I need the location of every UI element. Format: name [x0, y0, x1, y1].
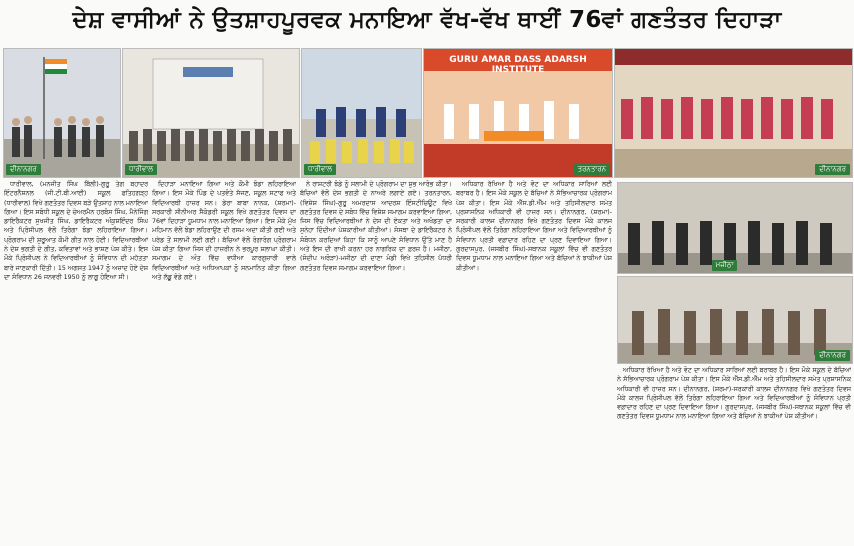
- column-text: ਅਧਿਕਾਰ ਰੱਖਿਆ ਹੈ ਅਤੇ ਵੋਟ ਦਾ ਅਧਿਕਾਰ ਸਾਰਿਆਂ ਲਈ ਬਰਾਬਰ ਹੈ। ਇਸ ਮੌਕੇ ਸਕੂਲ ਦੇ ਬੱਚਿਆਂ ਨੇ ਸੱਭਿਆਚਾਰਕ ਪ੍ਰੋਗਰਾਮ ਪੇਸ਼ ਕੀਤਾ। ਇਸ ਮੌਕੇ ਐੱਸ.ਡੀ.ਐੱਮ ਅਤੇ ਤਹਿਸੀਲਦਾਰ ਸਮੇਤ ਪ੍ਰਸ਼ਾਸਨਿਕ ਅਧਿਕਾਰੀ ਵੀ ਹਾਜ਼ਰ ਸਨ। ਦੀਨਾਨਗਰ, (ਸ਼ਰਮਾ)-ਸਰਕਾਰੀ ਕਾਲਜ ਦੀਨਾਨਗਰ ਵਿਖੇ ਗਣਤੰਤਰ ਦਿਵਸ ਮੌਕੇ ਕਾਲਜ ਪ੍ਰਿੰਸੀਪਲ ਵੱਲੋਂ ਤਿਰੰਗਾ ਲਹਿਰਾਇਆ ਗਿਆ ਅਤੇ ਵਿਦਿਆਰਥੀਆਂ ਨੂੰ ਸੰਵਿਧਾਨ ਪ੍ਰਤੀ ਵਫ਼ਾਦਾਰ ਰਹਿਣ ਦਾ ਪ੍ਰਣ ਦਿਵਾਇਆ ਗਿਆ। ਗੁਰਦਾਸਪੁਰ, (ਜਸਬੀਰ ਸਿੰਘ)-ਸਥਾਨਕ ਸਕੂਲਾਂ ਵਿੱਚ ਵੀ ਗਣਤੰਤਰ ਦਿਵਸ ਧੂਮਧਾਮ ਨਾਲ ਮਨਾਇਆ ਗਿਆ ਅਤੇ ਬੱਚਿਆਂ ਨੇ ਝਾਕੀਆਂ ਪੇਸ਼ ਕੀਤੀਆਂ।: [456, 181, 612, 272]
- column-text: ਅਧਿਕਾਰ ਰੱਖਿਆ ਹੈ ਅਤੇ ਵੋਟ ਦਾ ਅਧਿਕਾਰ ਸਾਰਿਆਂ ਲਈ ਬਰਾਬਰ ਹੈ। ਇਸ ਮੌਕੇ ਸਕੂਲ ਦੇ ਬੱਚਿਆਂ ਨੇ ਸੱਭਿਆਚਾਰਕ ਪ੍ਰੋਗਰਾਮ ਪੇਸ਼ ਕੀਤਾ। ਇਸ ਮੌਕੇ ਐੱਸ.ਡੀ.ਐੱਮ ਅਤੇ ਤਹਿਸੀਲਦਾਰ ਸਮੇਤ ਪ੍ਰਸ਼ਾਸਨਿਕ ਅਧਿਕਾਰੀ ਵੀ ਹਾਜ਼ਰ ਸਨ। ਦੀਨਾਨਗਰ, (ਸ਼ਰਮਾ)-ਸਰਕਾਰੀ ਕਾਲਜ ਦੀਨਾਨਗਰ ਵਿਖੇ ਗਣਤੰਤਰ ਦਿਵਸ ਮੌਕੇ ਕਾਲਜ ਪ੍ਰਿੰਸੀਪਲ ਵੱਲੋਂ ਤਿਰੰਗਾ ਲਹਿਰਾਇਆ ਗਿਆ ਅਤੇ ਵਿਦਿਆਰਥੀਆਂ ਨੂੰ ਸੰਵਿਧਾਨ ਪ੍ਰਤੀ ਵਫ਼ਾਦਾਰ ਰਹਿਣ ਦਾ ਪ੍ਰਣ ਦਿਵਾਇਆ ਗਿਆ। ਗੁਰਦਾਸਪੁਰ, (ਜਸਬੀਰ ਸਿੰਘ)-ਸਥਾਨਕ ਸਕੂਲਾਂ ਵਿੱਚ ਵੀ ਗਣਤੰਤਰ ਦਿਵਸ ਧੂਮਧਾਮ ਨਾਲ ਮਨਾਇਆ ਗਿਆ ਅਤੇ ਬੱਚਿਆਂ ਨੇ ਝਾਕੀਆਂ ਪੇਸ਼ ਕੀਤੀਆਂ।: [617, 367, 851, 421]
- photo-caption: ਮਜੀਠਾ: [712, 260, 738, 271]
- photo-group-dinanagar: [617, 276, 853, 364]
- column-text: ਦਿਹਾੜਾ ਮਨਾਇਆ ਗਿਆ ਅਤੇ ਕੌਮੀ ਝੰਡਾ ਲਹਿਰਾਇਆ ਗਿਆ। ਇਸ ਮੌਕੇ ਪਿੰਡ ਦੇ ਪਤਵੰਤੇ ਸੱਜਣ, ਸਕੂਲ ਸਟਾਫ ਅਤੇ ਵਿਦਿਆਰਥੀ ਹਾਜ਼ਰ ਸਨ। ਡੇਰਾ ਬਾਬਾ ਨਾਨਕ, (ਸ਼ਰਮਾ)-ਸਰਕਾਰੀ ਸੀਨੀਅਰ ਸੈਕੰਡਰੀ ਸਕੂਲ ਵਿਖੇ ਗਣਤੰਤਰ ਦਿਵਸ ਦਾ 76ਵਾਂ ਦਿਹਾੜਾ ਧੂਮਧਾਮ ਨਾਲ ਮਨਾਇਆ ਗਿਆ। ਇਸ ਮੌਕੇ ਮੁੱਖ ਮਹਿਮਾਨ ਵੱਲੋਂ ਝੰਡਾ ਲਹਿਰਾਉਣ ਦੀ ਰਸਮ ਅਦਾ ਕੀਤੀ ਗਈ ਅਤੇ ਪਰੇਡ ਤੋਂ ਸਲਾਮੀ ਲਈ ਗਈ। ਬੱਚਿਆਂ ਵੱਲੋਂ ਰੰਗਾਰੰਗ ਪ੍ਰੋਗਰਾਮ ਪੇਸ਼ ਕੀਤਾ ਗਿਆ ਜਿਸ ਦੀ ਹਾਜ਼ਰੀਨ ਨੇ ਭਰਪੂਰ ਸ਼ਲਾਘਾ ਕੀਤੀ। ਸਮਾਗਮ ਦੇ ਅੰਤ ਵਿੱਚ ਵਧੀਆ ਕਾਰਗੁਜ਼ਾਰੀ ਵਾਲੇ ਵਿਦਿਆਰਥੀਆਂ ਅਤੇ ਅਧਿਆਪਕਾਂ ਨੂੰ ਸਨਮਾਨਿਤ ਕੀਤਾ ਗਿਆ ਅਤੇ ਲੱਡੂ ਵੰਡੇ ਗਏ।: [152, 181, 296, 281]
- column-text: ਨੇ ਰਾਸ਼ਟਰੀ ਝੰਡੇ ਨੂੰ ਸਲਾਮੀ ਦੇ ਪ੍ਰੋਗਰਾਮ ਦਾ ਸ਼ੁਭ ਆਰੰਭ ਕੀਤਾ। ਬੱਚਿਆਂ ਵੱਲੋਂ ਦੇਸ਼ ਭਗਤੀ ਦੇ ਨਾਅਰੇ ਲਗਾਏ ਗਏ। ਤਰਨਤਾਰਨ, (ਵਿਸ਼ੇਸ਼ ਸਿੰਘ)-ਗੁਰੂ ਅਮਰਦਾਸ ਆਦਰਸ਼ ਇੰਸਟੀਚਿਊਟ ਵਿਖੇ ਗਣਤੰਤਰ ਦਿਵਸ ਦੇ ਸਬੰਧ ਵਿੱਚ ਵਿਸ਼ੇਸ਼ ਸਮਾਗਮ ਕਰਵਾਇਆ ਗਿਆ, ਜਿਸ ਵਿੱਚ ਵਿਦਿਆਰਥੀਆਂ ਨੇ ਦੇਸ਼ ਦੀ ਏਕਤਾ ਅਤੇ ਅਖੰਡਤਾ ਦਾ ਸੁਨੇਹਾ ਦਿੰਦੀਆਂ ਪੇਸ਼ਕਾਰੀਆਂ ਕੀਤੀਆਂ। ਸੰਸਥਾ ਦੇ ਡਾਇਰੈਕਟਰ ਨੇ ਸੰਬੋਧਨ ਕਰਦਿਆਂ ਕਿਹਾ ਕਿ ਸਾਨੂੰ ਆਪਣੇ ਸੰਵਿਧਾਨ ਉੱਤੇ ਮਾਣ ਹੈ ਅਤੇ ਇਸ ਦੀ ਰਾਖੀ ਕਰਨਾ ਹਰ ਨਾਗਰਿਕ ਦਾ ਫ਼ਰਜ਼ ਹੈ। ਮਜੀਠਾ, (ਸੰਦੀਪ ਅਰੋੜਾ)-ਮਜੀਠਾ ਦੀ ਦਾਣਾ ਮੰਡੀ ਵਿਖੇ ਤਹਿਸੀਲ ਪੱਧਰੀ ਗਣਤੰਤਰ ਦਿਵਸ ਸਮਾਗਮ ਕਰਵਾਇਆ ਗਿਆ।: [300, 181, 452, 272]
- photo-caption: ਦੀਨਾਨਗਰ: [815, 350, 850, 361]
- photo-group-building: [122, 48, 300, 178]
- article-column-1: [4, 180, 148, 542]
- photo-caption: ਦੀਨਾਨਗਰ: [815, 164, 850, 175]
- column-text: ਧਾਰੀਵਾਲ, (ਮਨਜੀਤ ਸਿੰਘ ਬਿੱਲੀ)-ਗੁਰੂ ਤੇਗ ਬਹਾਦਰ ਇੰਟਰਨੈਸ਼ਨਲ (ਜੀ.ਟੀ.ਬੀ.ਆਈ) ਸਕੂਲ ਫਤਿਹਗੜ੍ਹ (ਧਾਰੀਵਾਲ) ਵਿਖੇ ਗਣਤੰਤਰ ਦਿਵਸ ਬੜੇ ਉਤਸ਼ਾਹ ਨਾਲ ਮਨਾਇਆ ਗਿਆ। ਇਸ ਸਬੰਧੀ ਸਕੂਲ ਦੇ ਚੇਅਰਮੈਨ ਹਰਬੰਸ ਸਿੰਘ, ਮੈਨੇਜਿੰਗ ਡਾਇਰੈਕਟਰ ਸੁਖਜੀਤ ਸਿੰਘ, ਡਾਇਰੈਕਟਰ ਅੰਕੁਸ਼ਇੰਦਰ ਸਿੰਘ ਅਤੇ ਪ੍ਰਿੰਸੀਪਲ ਵੱਲੋਂ ਤਿਰੰਗਾ ਝੰਡਾ ਲਹਿਰਾਇਆ ਗਿਆ। ਪ੍ਰੋਗਰਾਮ ਦੀ ਸ਼ੁਰੂਆਤ ਕੌਮੀ ਗੀਤ ਨਾਲ ਹੋਈ। ਵਿਦਿਆਰਥੀਆਂ ਨੇ ਦੇਸ਼ ਭਗਤੀ ਦੇ ਗੀਤ, ਕਵਿਤਾਵਾਂ ਅਤੇ ਭਾਸ਼ਣ ਪੇਸ਼ ਕੀਤੇ। ਇਸ ਮੌਕੇ ਪ੍ਰਿੰਸੀਪਲ ਨੇ ਵਿਦਿਆਰਥੀਆਂ ਨੂੰ ਸੰਵਿਧਾਨ ਦੀ ਮਹੱਤਤਾ ਬਾਰੇ ਜਾਣਕਾਰੀ ਦਿੱਤੀ। 15 ਅਗਸਤ 1947 ਨੂੰ ਅਜ਼ਾਦ ਹੋਏ ਦੇਸ਼ ਦਾ ਸੰਵਿਧਾਨ 26 ਜਨਵਰੀ 1950 ਨੂੰ ਲਾਗੂ ਹੋਇਆ ਸੀ।: [4, 181, 148, 281]
- article-column-2: [152, 180, 296, 542]
- photo-caption: ਤਰਨਤਾਰਨ: [574, 164, 610, 175]
- article-column-4: [456, 180, 612, 542]
- article-column-5: [617, 366, 851, 542]
- photo-caption: ਧਾਰੀਵਾਲ: [304, 164, 336, 175]
- photo-flag-hoisting: [3, 48, 121, 178]
- photo-officials-majitha: [617, 182, 853, 274]
- photo-caption: ਦੀਨਾਨਗਰ: [6, 164, 41, 175]
- photo-school-children: [301, 48, 422, 178]
- photo-students-assembly: [614, 48, 853, 178]
- article-column-3: [300, 180, 452, 542]
- photo-caption: ਧਾਰੀਵਾਲ: [125, 164, 157, 175]
- headline: ਦੇਸ਼ ਵਾਸੀਆਂ ਨੇ ਉਤਸ਼ਾਹਪੂਰਵਕ ਮਨਾਇਆ ਵੱਖ-ਵੱਖ ਥਾਈਂ 76ਵਾਂ ਗਣਤੰਤਰ ਦਿਹਾੜਾ: [72, 7, 782, 33]
- institute-banner: GURU AMAR DASS ADARSH INSTITUTE: [449, 55, 587, 75]
- photo-institute-stage: [423, 48, 613, 178]
